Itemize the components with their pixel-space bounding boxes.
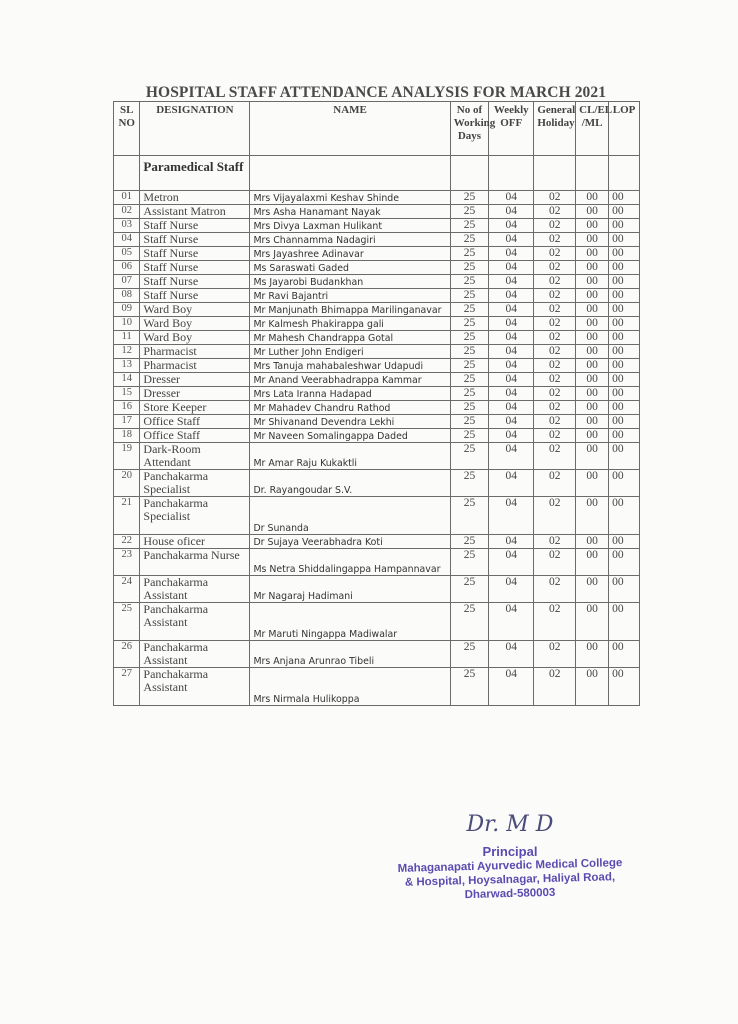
row-working-days: 25 (450, 387, 489, 401)
row-designation: Panchakarma Assistant (140, 603, 250, 641)
row-weekly-off: 04 (489, 415, 534, 429)
row-cl-el-ml: 00 (576, 549, 609, 576)
row-designation: Staff Nurse (140, 275, 250, 289)
row-sl-no: 07 (114, 275, 140, 289)
row-general-holiday: 02 (534, 289, 576, 303)
row-weekly-off: 04 (489, 603, 534, 641)
row-lop: 00 (609, 603, 640, 641)
row-designation: Staff Nurse (140, 219, 250, 233)
row-lop: 00 (609, 289, 640, 303)
row-working-days: 25 (450, 535, 489, 549)
row-weekly-off: 04 (489, 345, 534, 359)
row-lop: 00 (609, 247, 640, 261)
row-cl-el-ml: 00 (576, 317, 609, 331)
table-row (114, 233, 640, 247)
row-working-days: 25 (450, 497, 489, 535)
document-title: HOSPITAL STAFF ATTENDANCE ANALYSIS FOR MARCH 2021 (145, 84, 607, 101)
header-designation: DESIGNATION (140, 102, 250, 156)
row-name: Mrs Tanuja mahabaleshwar Udapudi (250, 359, 450, 373)
row-name: Mr Shivanand Devendra Lekhi (250, 415, 450, 429)
row-weekly-off: 04 (489, 387, 534, 401)
row-name: Mr Mahadev Chandru Rathod (250, 401, 450, 415)
row-designation: Pharmacist (140, 359, 250, 373)
row-sl-no: 05 (114, 247, 140, 261)
row-weekly-off: 04 (489, 261, 534, 275)
row-sl-no: 23 (114, 549, 140, 576)
row-working-days: 25 (450, 205, 489, 219)
attendance-table (113, 101, 640, 706)
header-general-holiday: General Holiday (534, 102, 576, 156)
row-designation: Ward Boy (140, 303, 250, 317)
row-designation: Staff Nurse (140, 261, 250, 275)
table-row (114, 261, 640, 275)
table-row (114, 289, 640, 303)
row-designation: Panchakarma Nurse (140, 549, 250, 576)
row-lop: 00 (609, 359, 640, 373)
row-sl-no: 03 (114, 219, 140, 233)
row-name: Mr Amar Raju Kukaktli (250, 443, 450, 470)
section-row (114, 156, 640, 191)
row-sl-no: 16 (114, 401, 140, 415)
row-designation: Dresser (140, 373, 250, 387)
row-designation: Metron (140, 191, 250, 205)
row-weekly-off: 04 (489, 205, 534, 219)
row-cl-el-ml: 00 (576, 429, 609, 443)
row-cl-el-ml: 00 (576, 668, 609, 706)
table-row (114, 331, 640, 345)
row-general-holiday: 02 (534, 219, 576, 233)
table-row (114, 470, 640, 497)
row-name: Mrs Lata Iranna Hadapad (250, 387, 450, 401)
row-general-holiday: 02 (534, 317, 576, 331)
row-designation: Office Staff (140, 415, 250, 429)
row-cl-el-ml: 00 (576, 443, 609, 470)
row-designation: Panchakarma Assistant (140, 641, 250, 668)
table-row (114, 387, 640, 401)
row-cl-el-ml: 00 (576, 387, 609, 401)
row-general-holiday: 02 (534, 401, 576, 415)
row-designation: Ward Boy (140, 317, 250, 331)
principal-stamp (370, 812, 650, 901)
row-sl-no: 15 (114, 387, 140, 401)
row-general-holiday: 02 (534, 331, 576, 345)
row-weekly-off: 04 (489, 275, 534, 289)
row-weekly-off: 04 (489, 443, 534, 470)
row-lop: 00 (609, 303, 640, 317)
row-cl-el-ml: 00 (576, 345, 609, 359)
row-sl-no: 24 (114, 576, 140, 603)
row-cl-el-ml: 00 (576, 331, 609, 345)
row-lop: 00 (609, 470, 640, 497)
row-working-days: 25 (450, 576, 489, 603)
row-sl-no: 14 (114, 373, 140, 387)
table-row (114, 429, 640, 443)
row-general-holiday: 02 (534, 387, 576, 401)
table-row (114, 219, 640, 233)
row-lop: 00 (609, 535, 640, 549)
row-general-holiday: 02 (534, 535, 576, 549)
row-designation: Store Keeper (140, 401, 250, 415)
row-weekly-off: 04 (489, 429, 534, 443)
table-row (114, 401, 640, 415)
row-sl-no: 02 (114, 205, 140, 219)
row-sl-no: 26 (114, 641, 140, 668)
row-cl-el-ml: 00 (576, 641, 609, 668)
table-row (114, 205, 640, 219)
row-sl-no: 12 (114, 345, 140, 359)
row-designation: Panchakarma Specialist (140, 470, 250, 497)
row-cl-el-ml: 00 (576, 603, 609, 641)
row-weekly-off: 04 (489, 641, 534, 668)
row-working-days: 25 (450, 191, 489, 205)
row-designation: House oficer (140, 535, 250, 549)
row-weekly-off: 04 (489, 549, 534, 576)
stamp-role: Principal (482, 844, 538, 859)
table-row (114, 603, 640, 641)
row-designation: Assistant Matron (140, 205, 250, 219)
row-general-holiday: 02 (534, 576, 576, 603)
row-lop: 00 (609, 387, 640, 401)
row-sl-no: 21 (114, 497, 140, 535)
row-name: Mrs Vijayalaxmi Keshav Shinde (250, 191, 450, 205)
row-cl-el-ml: 00 (576, 247, 609, 261)
row-lop: 00 (609, 205, 640, 219)
row-general-holiday: 02 (534, 429, 576, 443)
row-weekly-off: 04 (489, 576, 534, 603)
row-designation: Dark-Room Attendant (140, 443, 250, 470)
row-working-days: 25 (450, 331, 489, 345)
row-sl-no: 27 (114, 668, 140, 706)
row-general-holiday: 02 (534, 549, 576, 576)
row-name: Mrs Nirmala Hulikoppa (250, 668, 450, 706)
row-weekly-off: 04 (489, 535, 534, 549)
table-row (114, 303, 640, 317)
row-lop: 00 (609, 233, 640, 247)
row-general-holiday: 02 (534, 470, 576, 497)
row-working-days: 25 (450, 549, 489, 576)
section-label: Paramedical Staff (140, 156, 250, 191)
row-cl-el-ml: 00 (576, 219, 609, 233)
row-designation: Staff Nurse (140, 247, 250, 261)
row-working-days: 25 (450, 289, 489, 303)
table-row (114, 247, 640, 261)
row-designation: Staff Nurse (140, 233, 250, 247)
stamp-line: Mahaganapati Ayurvedic Medical College (397, 857, 623, 875)
row-lop: 00 (609, 275, 640, 289)
row-lop: 00 (609, 191, 640, 205)
table-row (114, 641, 640, 668)
row-sl-no: 19 (114, 443, 140, 470)
row-general-holiday: 02 (534, 247, 576, 261)
row-name: Mr Ravi Bajantri (250, 289, 450, 303)
row-cl-el-ml: 00 (576, 497, 609, 535)
row-general-holiday: 02 (534, 303, 576, 317)
row-working-days: 25 (450, 401, 489, 415)
row-designation: Office Staff (140, 429, 250, 443)
row-designation: Ward Boy (140, 331, 250, 345)
table-row (114, 373, 640, 387)
row-lop: 00 (609, 497, 640, 535)
row-sl-no: 09 (114, 303, 140, 317)
row-name: Ms Jayarobi Budankhan (250, 275, 450, 289)
header-working-days: No of Working Days (450, 102, 489, 156)
row-working-days: 25 (450, 470, 489, 497)
row-lop: 00 (609, 373, 640, 387)
row-designation: Pharmacist (140, 345, 250, 359)
table-row (114, 549, 640, 576)
row-cl-el-ml: 00 (576, 205, 609, 219)
row-cl-el-ml: 00 (576, 470, 609, 497)
row-sl-no: 04 (114, 233, 140, 247)
row-working-days: 25 (450, 317, 489, 331)
row-general-holiday: 02 (534, 415, 576, 429)
row-sl-no: 01 (114, 191, 140, 205)
row-cl-el-ml: 00 (576, 275, 609, 289)
row-sl-no: 25 (114, 603, 140, 641)
row-weekly-off: 04 (489, 359, 534, 373)
row-sl-no: 08 (114, 289, 140, 303)
row-designation: Panchakarma Assistant (140, 668, 250, 706)
row-cl-el-ml: 00 (576, 576, 609, 603)
table-row (114, 345, 640, 359)
row-sl-no: 13 (114, 359, 140, 373)
table-row (114, 576, 640, 603)
row-sl-no: 22 (114, 535, 140, 549)
table-row (114, 535, 640, 549)
row-weekly-off: 04 (489, 373, 534, 387)
row-working-days: 25 (450, 359, 489, 373)
row-weekly-off: 04 (489, 401, 534, 415)
row-cl-el-ml: 00 (576, 303, 609, 317)
row-designation: Panchakarma Specialist (140, 497, 250, 535)
header-lop: LOP (609, 102, 640, 156)
row-name: Mr Maruti Ningappa Madiwalar (250, 603, 450, 641)
row-lop: 00 (609, 641, 640, 668)
header-weekly-off: Weekly OFF (489, 102, 534, 156)
row-working-days: 25 (450, 247, 489, 261)
row-name: Dr. Rayangoudar S.V. (250, 470, 450, 497)
row-designation: Staff Nurse (140, 289, 250, 303)
row-weekly-off: 04 (489, 470, 534, 497)
row-working-days: 25 (450, 261, 489, 275)
row-cl-el-ml: 00 (576, 401, 609, 415)
row-working-days: 25 (450, 219, 489, 233)
row-name: Dr Sujaya Veerabhadra Koti (250, 535, 450, 549)
row-weekly-off: 04 (489, 247, 534, 261)
row-sl-no: 17 (114, 415, 140, 429)
row-cl-el-ml: 00 (576, 359, 609, 373)
row-general-holiday: 02 (534, 359, 576, 373)
row-cl-el-ml: 00 (576, 233, 609, 247)
row-name: Mr Manjunath Bhimappa Marilinganavar (250, 303, 450, 317)
row-lop: 00 (609, 345, 640, 359)
row-lop: 00 (609, 576, 640, 603)
row-general-holiday: 02 (534, 261, 576, 275)
row-lop: 00 (609, 668, 640, 706)
stamp-line: Dharwad-580003 (464, 886, 556, 902)
signature: Dr. M D (466, 812, 554, 837)
row-name: Mr Naveen Somalingappa Daded (250, 429, 450, 443)
row-working-days: 25 (450, 641, 489, 668)
header-row (114, 102, 640, 156)
row-lop: 00 (609, 317, 640, 331)
row-weekly-off: 04 (489, 497, 534, 535)
table-row (114, 443, 640, 470)
table-row (114, 497, 640, 535)
row-weekly-off: 04 (489, 331, 534, 345)
row-weekly-off: 04 (489, 303, 534, 317)
table-row (114, 317, 640, 331)
row-cl-el-ml: 00 (576, 373, 609, 387)
row-working-days: 25 (450, 303, 489, 317)
row-weekly-off: 04 (489, 219, 534, 233)
table-row (114, 275, 640, 289)
row-working-days: 25 (450, 345, 489, 359)
row-designation: Dresser (140, 387, 250, 401)
row-name: Mrs Anjana Arunrao Tibeli (250, 641, 450, 668)
row-weekly-off: 04 (489, 289, 534, 303)
row-working-days: 25 (450, 233, 489, 247)
row-lop: 00 (609, 331, 640, 345)
table-row (114, 668, 640, 706)
row-cl-el-ml: 00 (576, 289, 609, 303)
row-weekly-off: 04 (489, 191, 534, 205)
row-lop: 00 (609, 429, 640, 443)
row-lop: 00 (609, 261, 640, 275)
row-sl-no: 06 (114, 261, 140, 275)
row-sl-no: 11 (114, 331, 140, 345)
row-general-holiday: 02 (534, 443, 576, 470)
table-row (114, 191, 640, 205)
row-name: Ms Netra Shiddalingappa Hampannavar (250, 549, 450, 576)
row-general-holiday: 02 (534, 603, 576, 641)
row-name: Mr Nagaraj Hadimani (250, 576, 450, 603)
row-name: Mrs Jayashree Adinavar (250, 247, 450, 261)
row-lop: 00 (609, 401, 640, 415)
row-name: Mrs Asha Hanamant Nayak (250, 205, 450, 219)
row-cl-el-ml: 00 (576, 191, 609, 205)
row-weekly-off: 04 (489, 317, 534, 331)
row-sl-no: 20 (114, 470, 140, 497)
table-row (114, 415, 640, 429)
row-general-holiday: 02 (534, 668, 576, 706)
row-general-holiday: 02 (534, 233, 576, 247)
row-lop: 00 (609, 415, 640, 429)
row-name: Mr Mahesh Chandrappa Gotal (250, 331, 450, 345)
row-name: Ms Saraswati Gaded (250, 261, 450, 275)
row-name: Mr Anand Veerabhadrappa Kammar (250, 373, 450, 387)
row-name: Mrs Divya Laxman Hulikant (250, 219, 450, 233)
stamp-line: & Hospital, Hoysalnagar, Haliyal Road, (404, 871, 616, 889)
row-name: Mr Kalmesh Phakirappa gali (250, 317, 450, 331)
row-general-holiday: 02 (534, 497, 576, 535)
row-working-days: 25 (450, 603, 489, 641)
row-general-holiday: 02 (534, 345, 576, 359)
row-working-days: 25 (450, 443, 489, 470)
row-general-holiday: 02 (534, 191, 576, 205)
table-row (114, 359, 640, 373)
row-general-holiday: 02 (534, 275, 576, 289)
row-cl-el-ml: 00 (576, 415, 609, 429)
row-lop: 00 (609, 549, 640, 576)
header-name: NAME (250, 102, 450, 156)
row-general-holiday: 02 (534, 373, 576, 387)
row-cl-el-ml: 00 (576, 535, 609, 549)
row-working-days: 25 (450, 373, 489, 387)
header-cl-el-ml: CL/EL /ML (576, 102, 609, 156)
row-sl-no: 18 (114, 429, 140, 443)
row-working-days: 25 (450, 415, 489, 429)
row-working-days: 25 (450, 429, 489, 443)
row-name: Mr Luther John Endigeri (250, 345, 450, 359)
row-lop: 00 (609, 219, 640, 233)
row-weekly-off: 04 (489, 233, 534, 247)
row-working-days: 25 (450, 668, 489, 706)
row-name: Mrs Channamma Nadagiri (250, 233, 450, 247)
header-sl-no: SL NO (114, 102, 140, 156)
row-working-days: 25 (450, 275, 489, 289)
row-name: Dr Sunanda (250, 497, 450, 535)
row-lop: 00 (609, 443, 640, 470)
row-designation: Panchakarma Assistant (140, 576, 250, 603)
row-general-holiday: 02 (534, 641, 576, 668)
row-cl-el-ml: 00 (576, 261, 609, 275)
row-weekly-off: 04 (489, 668, 534, 706)
row-general-holiday: 02 (534, 205, 576, 219)
row-sl-no: 10 (114, 317, 140, 331)
